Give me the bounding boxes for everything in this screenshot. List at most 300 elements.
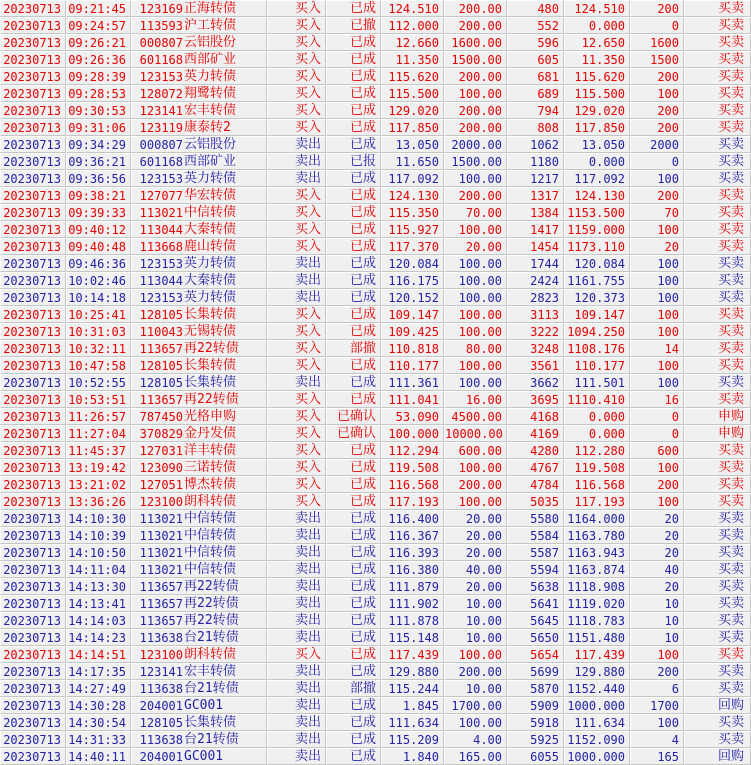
action-link[interactable]: 买卖 — [684, 527, 751, 544]
order-no-cell: 3561 — [507, 357, 564, 374]
action-link[interactable]: 买卖 — [684, 544, 751, 561]
deal-qty-cell: 0 — [630, 408, 684, 425]
deal-price-cell: 11.350 — [564, 51, 630, 68]
deal-qty-cell: 10 — [630, 612, 684, 629]
trade-date-cell: 20230713 — [0, 408, 66, 425]
order-qty-cell: 1500.00 — [444, 153, 507, 170]
table-row[interactable] — [0, 119, 751, 136]
action-link[interactable]: 买卖 — [684, 578, 751, 595]
security-name: GC001 — [184, 698, 224, 713]
trade-date-cell: 20230713 — [0, 527, 66, 544]
deal-price-cell: 124.130 — [564, 187, 630, 204]
security-cell — [131, 714, 267, 731]
trade-time-cell: 11:26:57 — [66, 408, 131, 425]
trade-date-cell: 20230713 — [0, 153, 66, 170]
order-no-cell: 1317 — [507, 187, 564, 204]
order-price-cell: 116.568 — [381, 476, 444, 493]
table-row[interactable] — [0, 578, 751, 595]
security-cell — [131, 119, 267, 136]
trade-date-cell: 20230713 — [0, 238, 66, 255]
trade-time-cell: 14:13:30 — [66, 578, 131, 595]
action-link[interactable]: 买卖 — [684, 663, 751, 680]
trade-time-cell: 09:46:36 — [66, 255, 131, 272]
security-name: 沪工转债 — [184, 18, 237, 33]
action-link[interactable]: 买卖 — [684, 493, 751, 510]
deal-qty-cell: 100 — [630, 289, 684, 306]
deal-qty-cell: 1600 — [630, 34, 684, 51]
trade-time-cell: 10:47:58 — [66, 357, 131, 374]
action-link[interactable]: 买卖 — [684, 153, 751, 170]
action-link[interactable]: 买卖 — [684, 646, 751, 663]
security-cell — [131, 0, 267, 17]
order-qty-cell: 20.00 — [444, 544, 507, 561]
security-code: 123153 — [139, 257, 183, 271]
order-qty-cell: 200.00 — [444, 119, 507, 136]
security-cell — [131, 85, 267, 102]
action-link[interactable]: 买卖 — [684, 612, 751, 629]
action-link[interactable]: 买卖 — [684, 34, 751, 51]
action-link[interactable]: 买卖 — [684, 0, 751, 17]
action-link[interactable]: 买卖 — [684, 136, 751, 153]
table-row[interactable] — [0, 612, 751, 629]
deal-qty-cell: 100 — [630, 255, 684, 272]
order-qty-cell: 20.00 — [444, 238, 507, 255]
security-name: 宏丰转债 — [184, 664, 237, 679]
order-qty-cell: 20.00 — [444, 510, 507, 527]
security-cell — [131, 391, 267, 408]
action-link[interactable]: 买卖 — [684, 102, 751, 119]
table-row[interactable] — [0, 68, 751, 85]
side-cell: 卖出 — [267, 697, 326, 714]
order-qty-cell: 1600.00 — [444, 34, 507, 51]
table-row[interactable] — [0, 85, 751, 102]
security-code: 127031 — [139, 444, 183, 458]
trade-date-cell: 20230713 — [0, 51, 66, 68]
status-cell: 已确认 — [326, 425, 381, 442]
table-row[interactable] — [0, 476, 751, 493]
table-row[interactable] — [0, 697, 751, 714]
order-price-cell: 117.193 — [381, 493, 444, 510]
trade-time-cell: 14:11:04 — [66, 561, 131, 578]
trade-time-cell: 11:45:37 — [66, 442, 131, 459]
action-link[interactable]: 买卖 — [684, 289, 751, 306]
security-code: 110043 — [139, 325, 183, 339]
status-cell: 已报 — [326, 153, 381, 170]
security-name: 无锡转债 — [184, 324, 237, 339]
side-cell: 卖出 — [267, 527, 326, 544]
table-row[interactable] — [0, 102, 751, 119]
table-row[interactable] — [0, 17, 751, 34]
order-no-cell: 808 — [507, 119, 564, 136]
table-row[interactable] — [0, 731, 751, 748]
table-row[interactable] — [0, 510, 751, 527]
deal-qty-cell: 20 — [630, 238, 684, 255]
side-cell: 买入 — [267, 51, 326, 68]
status-cell: 已成 — [326, 459, 381, 476]
table-row[interactable] — [0, 459, 751, 476]
table-row[interactable] — [0, 323, 751, 340]
table-row[interactable] — [0, 493, 751, 510]
order-qty-cell: 4500.00 — [444, 408, 507, 425]
deal-qty-cell: 100 — [630, 357, 684, 374]
deal-price-cell: 1159.000 — [564, 221, 630, 238]
action-link[interactable]: 买卖 — [684, 238, 751, 255]
trade-date-cell: 20230713 — [0, 289, 66, 306]
deal-qty-cell: 100 — [630, 221, 684, 238]
order-qty-cell: 1500.00 — [444, 51, 507, 68]
order-price-cell: 116.393 — [381, 544, 444, 561]
status-cell: 已成 — [326, 374, 381, 391]
table-row[interactable] — [0, 680, 751, 697]
action-link[interactable]: 买卖 — [684, 119, 751, 136]
deal-price-cell: 1118.783 — [564, 612, 630, 629]
action-link[interactable]: 买卖 — [684, 714, 751, 731]
deal-qty-cell: 600 — [630, 442, 684, 459]
trade-date-cell: 20230713 — [0, 459, 66, 476]
order-price-cell: 13.050 — [381, 136, 444, 153]
table-row[interactable] — [0, 0, 751, 17]
order-price-cell: 115.927 — [381, 221, 444, 238]
side-cell: 买入 — [267, 442, 326, 459]
action-link[interactable]: 买卖 — [684, 340, 751, 357]
side-cell: 买入 — [267, 68, 326, 85]
action-link[interactable]: 买卖 — [684, 510, 751, 527]
table-row[interactable] — [0, 153, 751, 170]
action-link[interactable]: 回购 — [684, 748, 751, 765]
security-code: 113657 — [139, 614, 183, 628]
action-link[interactable]: 买卖 — [684, 85, 751, 102]
trade-time-cell: 14:14:23 — [66, 629, 131, 646]
status-cell: 已成 — [326, 510, 381, 527]
deal-price-cell: 1163.874 — [564, 561, 630, 578]
security-name: 博杰转债 — [184, 477, 237, 492]
order-price-cell: 119.508 — [381, 459, 444, 476]
order-no-cell: 3662 — [507, 374, 564, 391]
deal-price-cell: 1118.908 — [564, 578, 630, 595]
table-row[interactable] — [0, 748, 751, 765]
trade-time-cell: 10:32:11 — [66, 340, 131, 357]
table-row[interactable] — [0, 204, 751, 221]
action-link[interactable]: 买卖 — [684, 170, 751, 187]
security-code: 123141 — [139, 104, 183, 118]
action-link[interactable]: 买卖 — [684, 204, 751, 221]
security-name: 再22转债 — [184, 596, 239, 611]
table-row[interactable] — [0, 187, 751, 204]
order-qty-cell: 200.00 — [444, 187, 507, 204]
order-no-cell: 2424 — [507, 272, 564, 289]
side-cell: 买入 — [267, 187, 326, 204]
order-price-cell: 100.000 — [381, 425, 444, 442]
action-link[interactable]: 买卖 — [684, 323, 751, 340]
action-link[interactable]: 买卖 — [684, 51, 751, 68]
order-qty-cell: 80.00 — [444, 340, 507, 357]
order-qty-cell: 100.00 — [444, 374, 507, 391]
order-price-cell: 116.367 — [381, 527, 444, 544]
trade-time-cell: 10:52:55 — [66, 374, 131, 391]
table-row[interactable] — [0, 34, 751, 51]
trade-date-cell: 20230713 — [0, 629, 66, 646]
order-price-cell: 110.177 — [381, 357, 444, 374]
table-row[interactable] — [0, 357, 751, 374]
order-qty-cell: 16.00 — [444, 391, 507, 408]
table-row[interactable] — [0, 289, 751, 306]
security-cell — [131, 153, 267, 170]
order-price-cell: 129.880 — [381, 663, 444, 680]
deal-price-cell: 1094.250 — [564, 323, 630, 340]
security-cell — [131, 221, 267, 238]
security-cell — [131, 68, 267, 85]
action-link[interactable]: 买卖 — [684, 374, 751, 391]
trade-date-cell: 20230713 — [0, 102, 66, 119]
deal-qty-cell: 0 — [630, 17, 684, 34]
status-cell: 已成 — [326, 136, 381, 153]
side-cell: 买入 — [267, 323, 326, 340]
security-code: 113021 — [139, 512, 183, 526]
order-no-cell: 480 — [507, 0, 564, 17]
deal-qty-cell: 70 — [630, 204, 684, 221]
security-code: 113638 — [139, 733, 183, 747]
status-cell: 已成 — [326, 731, 381, 748]
order-no-cell: 5587 — [507, 544, 564, 561]
table-row[interactable] — [0, 425, 751, 442]
deal-qty-cell: 100 — [630, 170, 684, 187]
table-row[interactable] — [0, 272, 751, 289]
action-link[interactable]: 买卖 — [684, 17, 751, 34]
security-cell — [131, 289, 267, 306]
order-no-cell: 1062 — [507, 136, 564, 153]
trade-time-cell: 13:19:42 — [66, 459, 131, 476]
status-cell: 部撤 — [326, 340, 381, 357]
table-row[interactable] — [0, 561, 751, 578]
trade-time-cell: 14:14:03 — [66, 612, 131, 629]
action-link[interactable]: 回购 — [684, 697, 751, 714]
security-name: 再22转债 — [184, 392, 239, 407]
table-row[interactable] — [0, 51, 751, 68]
order-no-cell: 552 — [507, 17, 564, 34]
trade-time-cell: 09:36:21 — [66, 153, 131, 170]
security-name: 长集转债 — [184, 715, 237, 730]
security-code: 000807 — [139, 36, 183, 50]
order-no-cell: 596 — [507, 34, 564, 51]
order-qty-cell: 10.00 — [444, 629, 507, 646]
table-row[interactable] — [0, 527, 751, 544]
security-name: 中信转债 — [184, 545, 237, 560]
security-name: 长集转债 — [184, 358, 237, 373]
status-cell: 已成 — [326, 0, 381, 17]
table-row[interactable] — [0, 374, 751, 391]
deal-qty-cell: 100 — [630, 493, 684, 510]
deal-qty-cell: 14 — [630, 340, 684, 357]
deal-price-cell: 1152.090 — [564, 731, 630, 748]
trade-time-cell: 10:02:46 — [66, 272, 131, 289]
order-qty-cell: 20.00 — [444, 578, 507, 595]
action-link[interactable]: 买卖 — [684, 561, 751, 578]
order-no-cell: 5699 — [507, 663, 564, 680]
security-name: 西部矿业 — [184, 154, 237, 169]
trade-date-cell: 20230713 — [0, 731, 66, 748]
order-no-cell: 1180 — [507, 153, 564, 170]
deal-price-cell: 1163.943 — [564, 544, 630, 561]
trade-time-cell: 09:34:29 — [66, 136, 131, 153]
security-cell — [131, 459, 267, 476]
table-row[interactable] — [0, 714, 751, 731]
security-cell — [131, 510, 267, 527]
trade-time-cell: 14:40:11 — [66, 748, 131, 765]
side-cell: 买入 — [267, 119, 326, 136]
deal-price-cell: 1000.000 — [564, 697, 630, 714]
table-row[interactable] — [0, 221, 751, 238]
security-name: GC001 — [184, 749, 224, 764]
security-cell — [131, 544, 267, 561]
status-cell: 已成 — [326, 663, 381, 680]
status-cell: 已成 — [326, 578, 381, 595]
trade-date-cell: 20230713 — [0, 323, 66, 340]
order-no-cell: 5594 — [507, 561, 564, 578]
action-link[interactable]: 买卖 — [684, 476, 751, 493]
order-qty-cell: 100.00 — [444, 221, 507, 238]
deal-price-cell: 1151.480 — [564, 629, 630, 646]
action-link[interactable]: 买卖 — [684, 187, 751, 204]
order-price-cell: 124.510 — [381, 0, 444, 17]
order-price-cell: 120.084 — [381, 255, 444, 272]
action-link[interactable]: 买卖 — [684, 629, 751, 646]
order-price-cell: 117.370 — [381, 238, 444, 255]
security-name: 朗科转债 — [184, 647, 237, 662]
status-cell: 已成 — [326, 595, 381, 612]
security-code: 128072 — [139, 87, 183, 101]
action-link[interactable]: 买卖 — [684, 391, 751, 408]
table-row[interactable] — [0, 391, 751, 408]
table-row[interactable] — [0, 663, 751, 680]
action-link[interactable]: 买卖 — [684, 272, 751, 289]
security-name: 鹿山转债 — [184, 239, 237, 254]
table-row[interactable] — [0, 629, 751, 646]
order-price-cell: 1.845 — [381, 697, 444, 714]
order-price-cell: 115.350 — [381, 204, 444, 221]
status-cell: 已成 — [326, 561, 381, 578]
table-row[interactable] — [0, 646, 751, 663]
deal-price-cell: 129.880 — [564, 663, 630, 680]
security-cell — [131, 255, 267, 272]
side-cell: 卖出 — [267, 561, 326, 578]
table-row[interactable] — [0, 238, 751, 255]
trade-time-cell: 10:31:03 — [66, 323, 131, 340]
status-cell: 已成 — [326, 493, 381, 510]
order-qty-cell: 40.00 — [444, 561, 507, 578]
order-no-cell: 1744 — [507, 255, 564, 272]
trade-date-cell: 20230713 — [0, 0, 66, 17]
trade-date-cell: 20230713 — [0, 612, 66, 629]
action-link[interactable]: 买卖 — [684, 221, 751, 238]
security-name: 华宏转债 — [184, 188, 237, 203]
deal-price-cell: 115.620 — [564, 68, 630, 85]
status-cell: 已撤 — [326, 17, 381, 34]
action-link[interactable]: 买卖 — [684, 255, 751, 272]
status-cell: 已成 — [326, 289, 381, 306]
action-link[interactable]: 申购 — [684, 408, 751, 425]
order-no-cell: 5580 — [507, 510, 564, 527]
table-row[interactable] — [0, 136, 751, 153]
table-row[interactable] — [0, 306, 751, 323]
deal-price-cell: 1000.000 — [564, 748, 630, 765]
deal-price-cell: 117.850 — [564, 119, 630, 136]
security-code: 128105 — [139, 359, 183, 373]
order-price-cell: 117.092 — [381, 170, 444, 187]
action-link[interactable]: 买卖 — [684, 595, 751, 612]
order-no-cell: 3222 — [507, 323, 564, 340]
security-name: 英力转债 — [184, 290, 237, 305]
security-name: 正海转债 — [184, 1, 237, 16]
action-link[interactable]: 买卖 — [684, 306, 751, 323]
table-row[interactable] — [0, 595, 751, 612]
status-cell: 已成 — [326, 255, 381, 272]
security-code: 123119 — [139, 121, 183, 135]
table-row[interactable] — [0, 544, 751, 561]
security-name: 台21转债 — [184, 681, 239, 696]
table-row[interactable] — [0, 340, 751, 357]
action-link[interactable]: 买卖 — [684, 68, 751, 85]
order-no-cell: 689 — [507, 85, 564, 102]
deal-qty-cell: 200 — [630, 187, 684, 204]
side-cell: 买入 — [267, 34, 326, 51]
order-qty-cell: 20.00 — [444, 527, 507, 544]
action-link[interactable]: 申购 — [684, 425, 751, 442]
order-price-cell: 12.660 — [381, 34, 444, 51]
trade-time-cell: 11:27:04 — [66, 425, 131, 442]
order-no-cell: 1384 — [507, 204, 564, 221]
order-price-cell: 120.152 — [381, 289, 444, 306]
action-link[interactable]: 买卖 — [684, 731, 751, 748]
action-link[interactable]: 买卖 — [684, 680, 751, 697]
trade-time-cell: 09:36:56 — [66, 170, 131, 187]
order-price-cell: 109.147 — [381, 306, 444, 323]
security-name: 再22转债 — [184, 341, 239, 356]
security-code: 601168 — [139, 155, 183, 169]
table-row[interactable] — [0, 255, 751, 272]
action-link[interactable]: 买卖 — [684, 357, 751, 374]
order-qty-cell: 100.00 — [444, 255, 507, 272]
order-no-cell: 5584 — [507, 527, 564, 544]
trade-time-cell: 14:30:54 — [66, 714, 131, 731]
table-row[interactable] — [0, 170, 751, 187]
status-cell: 已成 — [326, 187, 381, 204]
security-name: 英力转债 — [184, 171, 237, 186]
order-qty-cell: 100.00 — [444, 289, 507, 306]
trade-date-cell: 20230713 — [0, 272, 66, 289]
deal-qty-cell: 200 — [630, 0, 684, 17]
security-cell — [131, 357, 267, 374]
deal-qty-cell: 200 — [630, 476, 684, 493]
action-link[interactable]: 买卖 — [684, 459, 751, 476]
security-name: 英力转债 — [184, 69, 237, 84]
table-row[interactable] — [0, 408, 751, 425]
order-no-cell: 5909 — [507, 697, 564, 714]
security-code: 113657 — [139, 393, 183, 407]
order-qty-cell: 100.00 — [444, 646, 507, 663]
security-code: 113668 — [139, 240, 183, 254]
order-price-cell: 112.294 — [381, 442, 444, 459]
action-link[interactable]: 买卖 — [684, 442, 751, 459]
security-cell — [131, 561, 267, 578]
table-row[interactable] — [0, 442, 751, 459]
order-qty-cell: 100.00 — [444, 170, 507, 187]
deal-qty-cell: 40 — [630, 561, 684, 578]
trade-date-cell: 20230713 — [0, 374, 66, 391]
status-cell: 已成 — [326, 714, 381, 731]
order-qty-cell: 100.00 — [444, 323, 507, 340]
deal-price-cell: 0.000 — [564, 425, 630, 442]
order-qty-cell: 200.00 — [444, 102, 507, 119]
